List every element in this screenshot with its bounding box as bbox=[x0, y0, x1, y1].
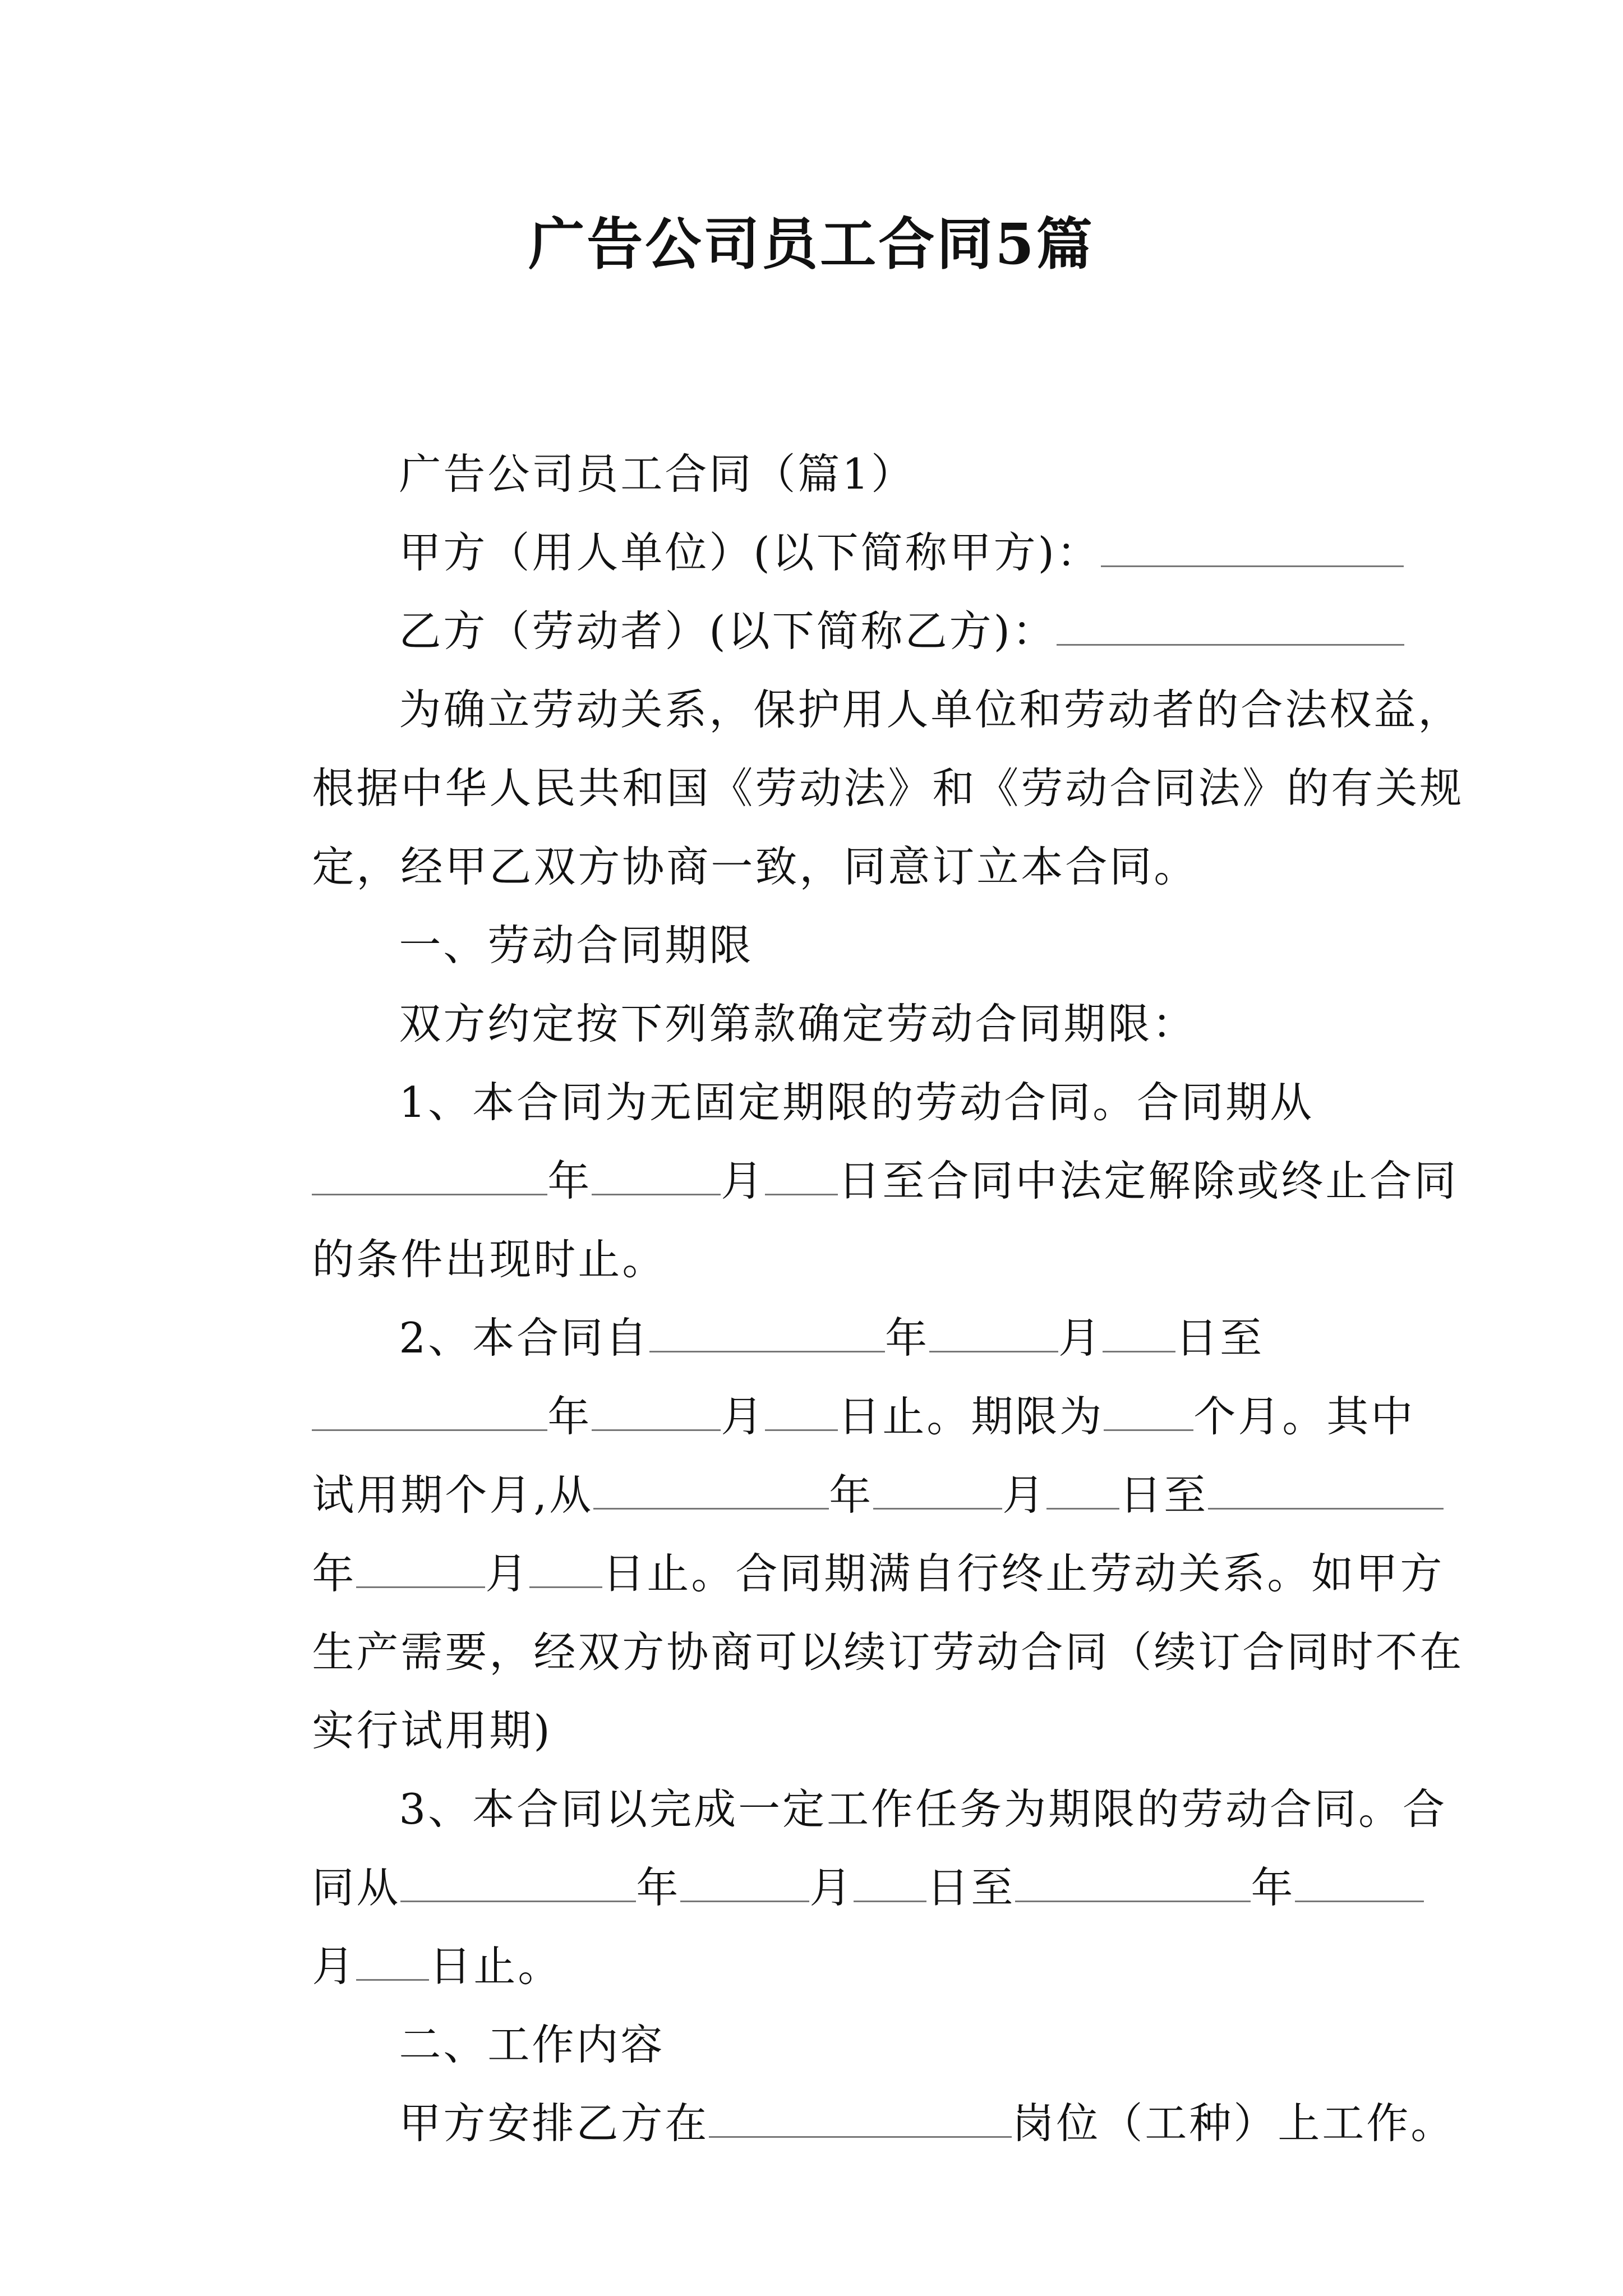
text-line: 日止。期限为 bbox=[838, 1392, 1104, 1441]
text-line: 月 bbox=[485, 1549, 530, 1598]
fill-in-blank[interactable] bbox=[709, 2102, 1012, 2138]
document-title: 广告公司员工合同5篇 bbox=[528, 211, 1095, 277]
text-line: 广告公司员工合同（篇1） bbox=[399, 449, 916, 499]
text-line: 3、本合同以完成一定工作任务为期限的劳动合同。合 bbox=[399, 1784, 1447, 1834]
text-line: 日至合同中法定解除或终止合同 bbox=[838, 1156, 1459, 1205]
text-line: 的条件出现时止。 bbox=[312, 1235, 667, 1284]
fill-in-blank[interactable] bbox=[765, 1160, 838, 1195]
text-line: 试用期个月,从 bbox=[312, 1470, 594, 1520]
fill-in-blank[interactable] bbox=[680, 1867, 809, 1902]
text-line: 为确立劳动关系，保护用人单位和劳动者的合法权益， bbox=[399, 685, 1463, 734]
text-line: 月 bbox=[721, 1156, 766, 1205]
text-line: 生产需要，经双方协商可以续订劳动合同（续订合同时不在 bbox=[312, 1627, 1464, 1677]
text-line: 乙方（劳动者）(以下简称乙方)： bbox=[399, 606, 1057, 656]
text-line: 年 bbox=[547, 1156, 592, 1205]
text-line: 月 bbox=[809, 1863, 854, 1912]
text-line: 实行试用期) bbox=[312, 1706, 552, 1755]
text-line: 一、劳动合同期限 bbox=[399, 921, 754, 970]
text-line: 个月。其中 bbox=[1193, 1392, 1415, 1441]
text-line: 月 bbox=[312, 1941, 357, 1991]
text-line: 年 bbox=[312, 1549, 357, 1598]
text-line: 日至 bbox=[926, 1863, 1016, 1912]
text-line: 年 bbox=[636, 1863, 681, 1912]
text-line: 二、工作内容 bbox=[399, 2020, 665, 2069]
text-line: 年 bbox=[885, 1313, 930, 1363]
text-line: 月 bbox=[1002, 1470, 1047, 1520]
text-line: 甲方安排乙方在 bbox=[399, 2099, 709, 2148]
text-line: 日止。合同期满自行终止劳动关系。如甲方 bbox=[602, 1549, 1445, 1598]
text-line: 岗位（工种）上工作。 bbox=[1012, 2099, 1455, 2148]
text-line: 日至 bbox=[1175, 1313, 1265, 1363]
text-line: 日至 bbox=[1119, 1470, 1209, 1520]
text-line: 年 bbox=[829, 1470, 874, 1520]
text-line: 年 bbox=[1251, 1863, 1295, 1912]
text-line: 年 bbox=[547, 1392, 592, 1441]
fill-in-blank[interactable] bbox=[1015, 1867, 1251, 1902]
job-assignment-line bbox=[336, 2031, 1455, 2216]
text-line: 双方约定按下列第款确定劳动合同期限： bbox=[399, 999, 1197, 1048]
fill-in-blank[interactable] bbox=[854, 1867, 926, 1902]
text-line: 2、本合同自 bbox=[399, 1313, 650, 1363]
text-line: 定，经甲乙双方协商一致，同意订立本合同。 bbox=[312, 842, 1198, 891]
text-line: 日止。 bbox=[429, 1941, 562, 1991]
text-line: 月 bbox=[1058, 1313, 1103, 1363]
text-line: 甲方（用人单位）(以下简称甲方)： bbox=[399, 528, 1101, 577]
fill-in-blank[interactable] bbox=[1295, 1867, 1424, 1902]
text-line: 根据中华人民共和国《劳动法》和《劳动合同法》的有关规 bbox=[312, 763, 1464, 813]
text-line: 月 bbox=[721, 1392, 766, 1441]
text-line: 同从 bbox=[312, 1863, 401, 1912]
text-line: 1、本合同为无固定期限的劳动合同。合同期从 bbox=[399, 1078, 1315, 1127]
